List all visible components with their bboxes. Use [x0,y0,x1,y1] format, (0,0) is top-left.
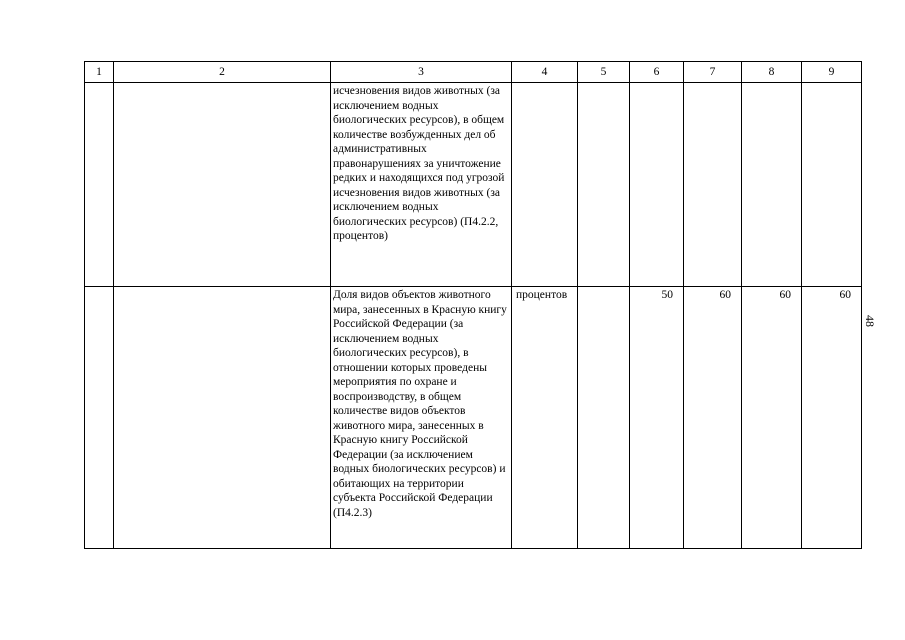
value-cell [742,83,802,287]
column-header-8: 8 [742,62,802,83]
table-cell [114,287,331,549]
column-header-3: 3 [331,62,512,83]
column-header-9: 9 [802,62,862,83]
table-cell [578,83,630,287]
column-header-7: 7 [684,62,742,83]
table-cell [578,287,630,549]
column-number-row [85,62,862,83]
value-cell [630,83,684,287]
value-cell: 60 [742,287,802,549]
column-header-5: 5 [578,62,630,83]
indicator-description-cell: Доля видов объектов животного мира, занесенных в Красную книгу Российской Федерации (за исключением водных биологических ресурсов), в отношении которых проведены мероприятия по охране и воспроизводству, в общем количестве видов объектов животного мира, занесенных в Красную книгу Российской Федерации (за исключением водных биологических ресурсов) и обитающих на территории субъекта Российской Федерации (П4.2.3) [331,287,512,549]
table-row [85,287,862,549]
table-row [85,83,862,287]
column-header-6: 6 [630,62,684,83]
unit-cell [512,83,578,287]
column-header-1: 1 [85,62,114,83]
value-cell [802,83,862,287]
table-cell [114,83,331,287]
column-header-4: 4 [512,62,578,83]
table-cell [85,83,114,287]
unit-cell: процентов [512,287,578,549]
value-cell [684,83,742,287]
indicator-description-cell: исчезновения видов животных (за исключением водных биологических ресурсов), в общем количестве возбужденных дел об административных правонарушениях за уничтожение редких и находящихся под угрозой исчезновения видов животных (за исключением водных биологических ресурсов) (П4.2.2, процентов) [331,83,512,287]
value-cell: 60 [802,287,862,549]
table-cell [85,287,114,549]
column-header-2: 2 [114,62,331,83]
value-cell: 50 [630,287,684,549]
indicator-table [84,61,862,549]
page-number: 48 [863,315,877,327]
value-cell: 60 [684,287,742,549]
